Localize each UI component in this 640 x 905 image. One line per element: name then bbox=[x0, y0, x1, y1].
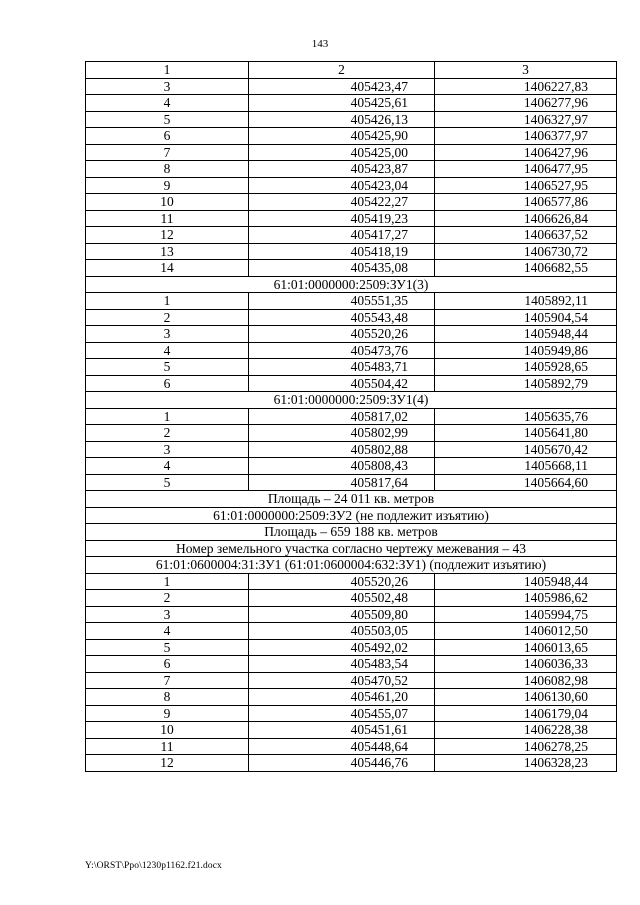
table-body bbox=[86, 62, 617, 772]
point-number-cell: 9 bbox=[86, 177, 249, 194]
table-row bbox=[86, 177, 617, 194]
x-coordinate-cell: 405492,02 bbox=[249, 639, 435, 656]
y-coordinate-cell: 1406730,72 bbox=[435, 243, 617, 260]
x-coordinate-cell: 405520,26 bbox=[249, 573, 435, 590]
x-coordinate-cell: 405504,42 bbox=[249, 375, 435, 392]
y-coordinate-cell: 1405948,44 bbox=[435, 573, 617, 590]
table-row bbox=[86, 408, 617, 425]
section-header-row bbox=[86, 557, 617, 574]
point-number-cell: 9 bbox=[86, 705, 249, 722]
section-header-row bbox=[86, 540, 617, 557]
point-number-cell: 11 bbox=[86, 210, 249, 227]
point-number-cell: 10 bbox=[86, 722, 249, 739]
point-number-cell: 6 bbox=[86, 656, 249, 673]
header-cell-y: 3 bbox=[435, 62, 617, 79]
table-row bbox=[86, 128, 617, 145]
section-header-row bbox=[86, 276, 617, 293]
point-number-cell: 12 bbox=[86, 227, 249, 244]
coordinates-table bbox=[85, 61, 617, 772]
point-number-cell: 14 bbox=[86, 260, 249, 277]
table-row bbox=[86, 161, 617, 178]
table-row bbox=[86, 375, 617, 392]
y-coordinate-cell: 1406036,33 bbox=[435, 656, 617, 673]
section-header-row bbox=[86, 507, 617, 524]
table-row bbox=[86, 260, 617, 277]
point-number-cell: 3 bbox=[86, 606, 249, 623]
table-row bbox=[86, 78, 617, 95]
x-coordinate-cell: 405451,61 bbox=[249, 722, 435, 739]
point-number-cell: 1 bbox=[86, 408, 249, 425]
x-coordinate-cell: 405423,87 bbox=[249, 161, 435, 178]
x-coordinate-cell: 405817,64 bbox=[249, 474, 435, 491]
point-number-cell: 4 bbox=[86, 623, 249, 640]
x-coordinate-cell: 405417,27 bbox=[249, 227, 435, 244]
page-number: 143 bbox=[311, 38, 329, 50]
table-row bbox=[86, 293, 617, 310]
x-coordinate-cell: 405419,23 bbox=[249, 210, 435, 227]
point-number-cell: 1 bbox=[86, 293, 249, 310]
y-coordinate-cell: 1406179,04 bbox=[435, 705, 617, 722]
table-row bbox=[86, 738, 617, 755]
point-number-cell: 3 bbox=[86, 441, 249, 458]
y-coordinate-cell: 1405668,11 bbox=[435, 458, 617, 475]
point-number-cell: 3 bbox=[86, 78, 249, 95]
y-coordinate-cell: 1405892,79 bbox=[435, 375, 617, 392]
y-coordinate-cell: 1405904,54 bbox=[435, 309, 617, 326]
point-number-cell: 6 bbox=[86, 128, 249, 145]
table-row bbox=[86, 326, 617, 343]
y-coordinate-cell: 1406527,95 bbox=[435, 177, 617, 194]
section-header-cell: 61:01:0000000:2509:ЗУ1(4) bbox=[86, 392, 617, 409]
x-coordinate-cell: 405461,20 bbox=[249, 689, 435, 706]
table-row bbox=[86, 210, 617, 227]
point-number-cell: 4 bbox=[86, 458, 249, 475]
y-coordinate-cell: 1406227,83 bbox=[435, 78, 617, 95]
x-coordinate-cell: 405423,47 bbox=[249, 78, 435, 95]
x-coordinate-cell: 405473,76 bbox=[249, 342, 435, 359]
table-row bbox=[86, 425, 617, 442]
point-number-cell: 2 bbox=[86, 309, 249, 326]
y-coordinate-cell: 1406637,52 bbox=[435, 227, 617, 244]
x-coordinate-cell: 405503,05 bbox=[249, 623, 435, 640]
table-row bbox=[86, 689, 617, 706]
point-number-cell: 8 bbox=[86, 689, 249, 706]
y-coordinate-cell: 1406228,38 bbox=[435, 722, 617, 739]
point-number-cell: 7 bbox=[86, 672, 249, 689]
table-row bbox=[86, 309, 617, 326]
y-coordinate-cell: 1406328,23 bbox=[435, 755, 617, 772]
table-row bbox=[86, 639, 617, 656]
point-number-cell: 2 bbox=[86, 425, 249, 442]
y-coordinate-cell: 1405892,11 bbox=[435, 293, 617, 310]
table-row bbox=[86, 95, 617, 112]
table-row bbox=[86, 672, 617, 689]
y-coordinate-cell: 1405635,76 bbox=[435, 408, 617, 425]
x-coordinate-cell: 405808,43 bbox=[249, 458, 435, 475]
table-row bbox=[86, 590, 617, 607]
table-row bbox=[86, 111, 617, 128]
table-row bbox=[86, 243, 617, 260]
table-row bbox=[86, 573, 617, 590]
table-row bbox=[86, 755, 617, 772]
x-coordinate-cell: 405422,27 bbox=[249, 194, 435, 211]
x-coordinate-cell: 405446,76 bbox=[249, 755, 435, 772]
x-coordinate-cell: 405455,07 bbox=[249, 705, 435, 722]
section-header-cell: 61:01:0000000:2509:ЗУ2 (не подлежит изъятию) bbox=[86, 507, 617, 524]
table-row bbox=[86, 194, 617, 211]
table-row bbox=[86, 705, 617, 722]
x-coordinate-cell: 405448,64 bbox=[249, 738, 435, 755]
x-coordinate-cell: 405425,00 bbox=[249, 144, 435, 161]
point-number-cell: 5 bbox=[86, 111, 249, 128]
section-header-cell: 61:01:0600004:31:ЗУ1 (61:01:0600004:632:ЗУ1) (подлежит изъятию) bbox=[86, 557, 617, 574]
y-coordinate-cell: 1405948,44 bbox=[435, 326, 617, 343]
point-number-cell: 4 bbox=[86, 95, 249, 112]
point-number-cell: 4 bbox=[86, 342, 249, 359]
x-coordinate-cell: 405423,04 bbox=[249, 177, 435, 194]
file-path-footer: Y:\ORST\Ppo\1230p1162.f21.docx bbox=[85, 861, 222, 871]
section-header-row bbox=[86, 392, 617, 409]
table-row bbox=[86, 144, 617, 161]
x-coordinate-cell: 405483,71 bbox=[249, 359, 435, 376]
y-coordinate-cell: 1406012,50 bbox=[435, 623, 617, 640]
x-coordinate-cell: 405551,35 bbox=[249, 293, 435, 310]
x-coordinate-cell: 405418,19 bbox=[249, 243, 435, 260]
y-coordinate-cell: 1406278,25 bbox=[435, 738, 617, 755]
x-coordinate-cell: 405426,13 bbox=[249, 111, 435, 128]
point-number-cell: 13 bbox=[86, 243, 249, 260]
y-coordinate-cell: 1405986,62 bbox=[435, 590, 617, 607]
x-coordinate-cell: 405520,26 bbox=[249, 326, 435, 343]
y-coordinate-cell: 1405670,42 bbox=[435, 441, 617, 458]
y-coordinate-cell: 1406277,96 bbox=[435, 95, 617, 112]
y-coordinate-cell: 1406327,97 bbox=[435, 111, 617, 128]
point-number-cell: 5 bbox=[86, 639, 249, 656]
header-cell-x: 2 bbox=[249, 62, 435, 79]
table-row bbox=[86, 441, 617, 458]
table-row bbox=[86, 458, 617, 475]
x-coordinate-cell: 405425,90 bbox=[249, 128, 435, 145]
point-number-cell: 10 bbox=[86, 194, 249, 211]
point-number-cell: 2 bbox=[86, 590, 249, 607]
point-number-cell: 11 bbox=[86, 738, 249, 755]
y-coordinate-cell: 1405641,80 bbox=[435, 425, 617, 442]
table-row bbox=[86, 623, 617, 640]
table-row bbox=[86, 474, 617, 491]
y-coordinate-cell: 1406130,60 bbox=[435, 689, 617, 706]
table-row bbox=[86, 342, 617, 359]
y-coordinate-cell: 1406682,55 bbox=[435, 260, 617, 277]
table-row bbox=[86, 606, 617, 623]
table-row bbox=[86, 656, 617, 673]
table-row bbox=[86, 722, 617, 739]
table-header-row bbox=[86, 62, 617, 79]
y-coordinate-cell: 1406082,98 bbox=[435, 672, 617, 689]
x-coordinate-cell: 405543,48 bbox=[249, 309, 435, 326]
point-number-cell: 6 bbox=[86, 375, 249, 392]
y-coordinate-cell: 1405928,65 bbox=[435, 359, 617, 376]
x-coordinate-cell: 405470,52 bbox=[249, 672, 435, 689]
point-number-cell: 3 bbox=[86, 326, 249, 343]
section-header-cell: Площадь – 659 188 кв. метров bbox=[86, 524, 617, 541]
table-row bbox=[86, 227, 617, 244]
y-coordinate-cell: 1405994,75 bbox=[435, 606, 617, 623]
section-header-row bbox=[86, 524, 617, 541]
x-coordinate-cell: 405802,99 bbox=[249, 425, 435, 442]
table-row bbox=[86, 359, 617, 376]
y-coordinate-cell: 1406377,97 bbox=[435, 128, 617, 145]
x-coordinate-cell: 405483,54 bbox=[249, 656, 435, 673]
point-number-cell: 12 bbox=[86, 755, 249, 772]
y-coordinate-cell: 1405949,86 bbox=[435, 342, 617, 359]
x-coordinate-cell: 405435,08 bbox=[249, 260, 435, 277]
x-coordinate-cell: 405802,88 bbox=[249, 441, 435, 458]
y-coordinate-cell: 1406427,96 bbox=[435, 144, 617, 161]
section-header-cell: Номер земельного участка согласно чертежу межевания – 43 bbox=[86, 540, 617, 557]
section-header-cell: Площадь – 24 011 кв. метров bbox=[86, 491, 617, 508]
section-header-row bbox=[86, 491, 617, 508]
y-coordinate-cell: 1405664,60 bbox=[435, 474, 617, 491]
y-coordinate-cell: 1406013,65 bbox=[435, 639, 617, 656]
section-header-cell: 61:01:0000000:2509:ЗУ1(3) bbox=[86, 276, 617, 293]
x-coordinate-cell: 405425,61 bbox=[249, 95, 435, 112]
point-number-cell: 7 bbox=[86, 144, 249, 161]
y-coordinate-cell: 1406477,95 bbox=[435, 161, 617, 178]
x-coordinate-cell: 405509,80 bbox=[249, 606, 435, 623]
x-coordinate-cell: 405817,02 bbox=[249, 408, 435, 425]
y-coordinate-cell: 1406626,84 bbox=[435, 210, 617, 227]
point-number-cell: 8 bbox=[86, 161, 249, 178]
header-cell-point: 1 bbox=[86, 62, 249, 79]
point-number-cell: 5 bbox=[86, 359, 249, 376]
y-coordinate-cell: 1406577,86 bbox=[435, 194, 617, 211]
point-number-cell: 1 bbox=[86, 573, 249, 590]
x-coordinate-cell: 405502,48 bbox=[249, 590, 435, 607]
point-number-cell: 5 bbox=[86, 474, 249, 491]
